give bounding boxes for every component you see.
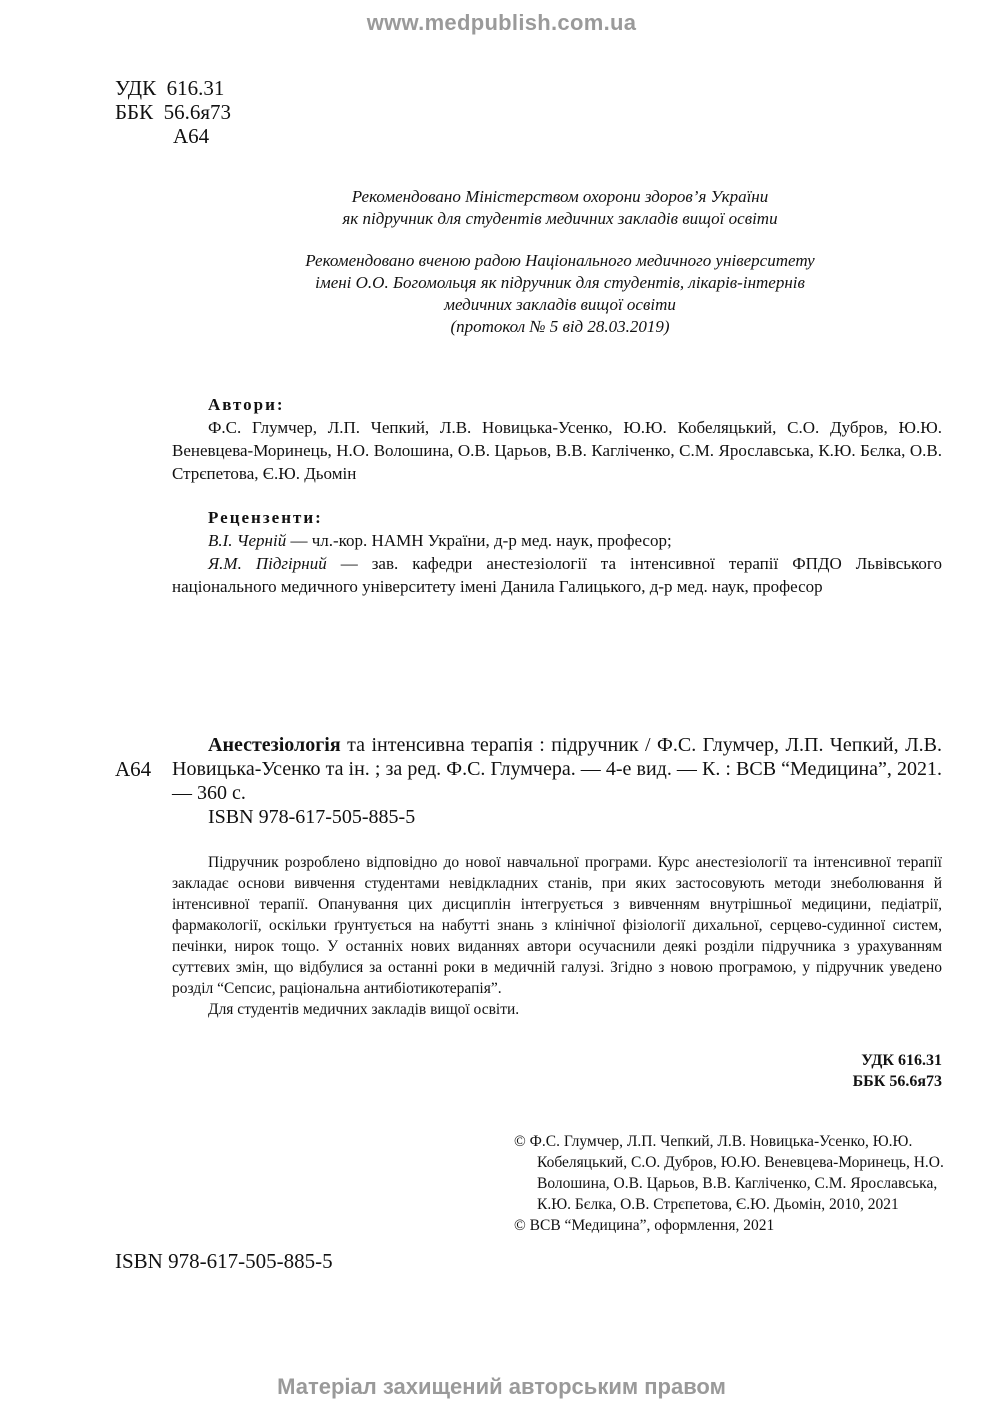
copyright-authors: © Ф.С. Глумчер, Л.П. Чепкий, Л.В. Новицька-Усенко, Ю.Ю. Кобеляцький, С.О. Дубров, Ю.Ю. Веневцева-Моринець, Н.О. Волошина, О.В. Царьов, В.В. Кагліченко, С.М. Ярославська, К.Ю. Бєлка, О.В. Стрєпетова, Є.Ю. Дьомін, 2010, 2021	[514, 1133, 944, 1213]
reviewer-2-name: Я.М. Підгірний	[208, 554, 327, 573]
annotation-paragraph-1: Підручник розроблено відповідно до нової навчальної програми. Курс анестезіології та інтенсивної терапії закладає основи вивчення студентами невідкладних станів, при яких застосовують методи знеболювання й інтенсивної терапії. Опанування цих дисциплін інтегрується з вивченням внутрішньої медицини, педіатрії, фармакології, оскільки ґрунтується на набутті знань з клінічної фізіології дихальної, серцево-судинної систем, печінки, нирок тощо. У останніх нових виданнях автори осучаснили деякі розділи підручника з урахуванням суттєвих змін, що відбулися за останні роки в медичній галузі. Згідно з новою програмою, у підручник уведено розділ “Сепсис, раціональна антибіотикотерапія”.	[172, 854, 942, 997]
ministry-line-2: як підручник для студентів медичних закладів вищої освіти	[342, 209, 778, 228]
reviewer-2	[172, 552, 942, 598]
udk-label: УДК	[115, 76, 157, 100]
annotation-paragraph-2: Для студентів медичних закладів вищої освіти.	[208, 1001, 520, 1018]
reviewers-block	[172, 506, 942, 598]
watermark-top: www.medpublish.com.ua	[366, 10, 637, 35]
book-title: Анестезіологія	[208, 734, 341, 756]
council-line-2: імені О.О. Богомольця як підручник для студентів, лікарів-інтернів	[315, 273, 805, 292]
authors-block	[172, 393, 942, 485]
copyright-block	[514, 1131, 944, 1236]
annotation	[172, 852, 942, 1020]
council-line-3: медичних закладів вищої освіти	[444, 295, 676, 314]
bib-isbn: ISBN 978-617-505-885-5	[208, 806, 416, 828]
bibliographic-record	[172, 733, 942, 829]
council-recommendation	[200, 250, 920, 338]
copyright-publisher: © ВСВ “Медицина”, оформлення, 2021	[514, 1217, 775, 1234]
reviewer-1-text: — чл.-кор. НАМН України, д-р мед. наук, професор;	[286, 531, 672, 550]
classification-block	[115, 76, 231, 148]
udk-code: 616.31	[166, 76, 225, 100]
reviewers-heading: Рецензенти:	[208, 508, 323, 527]
bbk-right: ББК 56.6я73	[852, 1073, 942, 1090]
authors-list: Ф.С. Глумчер, Л.П. Чепкий, Л.В. Новицька-Усенко, Ю.Ю. Кобеляцький, С.О. Дубров, Ю.Ю. Веневцева-Моринець, Н.О. Волошина, О.В. Царьов, В.В. Кагліченко, С.М. Ярославська, К.Ю. Бєлка, О.В. Стрєпетова, Є.Ю. Дьомін	[172, 418, 942, 483]
ministry-recommendation	[200, 186, 920, 230]
udk-right: УДК 616.31	[861, 1052, 942, 1069]
reviewer-2-text: — зав. кафедри анестезіології та інтенсивної терапії ФПДО Львівського національного медичного університету імені Данила Галицького, д-р мед. наук, професор	[172, 554, 942, 596]
codes-right	[853, 1050, 942, 1092]
bbk-label: ББК	[115, 100, 154, 124]
author-mark: А64	[173, 124, 210, 148]
reviewer-1-name: В.І. Черній	[208, 531, 287, 550]
reviewer-1	[172, 529, 942, 552]
authors-heading: Автори:	[208, 395, 285, 414]
council-line-1: Рекомендовано вченою радою Національного медичного університету	[305, 251, 815, 270]
bib-author-mark: А64	[115, 757, 152, 781]
bbk-code: 56.6я73	[163, 100, 232, 124]
bib-description: та інтенсивна терапія : підручник / Ф.С. Глумчер, Л.П. Чепкий, Л.В. Новицька-Усенко та ін. ; за ред. Ф.С. Глумчера. — 4-е вид. — К. : ВСВ “Медицина”, 2021. — 360 с.	[172, 734, 942, 804]
council-line-4: (протокол № 5 від 28.03.2019)	[450, 317, 670, 336]
ministry-line-1: Рекомендовано Міністерством охорони здоров’я України	[351, 187, 769, 206]
watermark-bottom: Матеріал захищений авторським правом	[277, 1374, 726, 1399]
isbn-bottom: ISBN 978-617-505-885-5	[115, 1249, 333, 1273]
